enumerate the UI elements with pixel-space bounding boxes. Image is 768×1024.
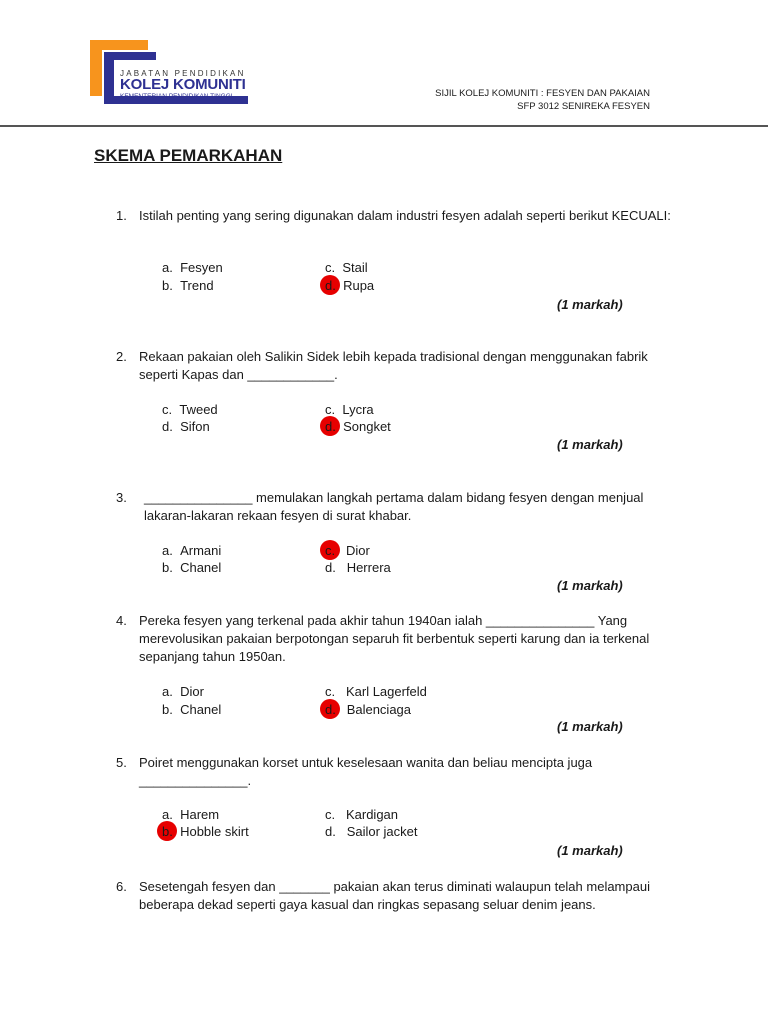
question-number: 5.	[116, 755, 127, 770]
marks-label: (1 markah)	[557, 719, 623, 734]
option-c	[162, 401, 218, 419]
option-text: Tweed	[179, 402, 218, 417]
logo-orange-bar-vertical	[90, 40, 102, 96]
course-line: SIJIL KOLEJ KOMUNITI : FESYEN DAN PAKAIAN	[435, 88, 650, 99]
option-a	[162, 806, 219, 824]
option-text: Lycra	[342, 402, 374, 417]
logo-line1: JABATAN PENDIDIKAN	[120, 69, 246, 78]
option-letter: c.	[325, 260, 336, 275]
option-d	[162, 418, 210, 436]
marks-label: (1 markah)	[557, 437, 623, 452]
header-divider	[0, 125, 768, 127]
option-letter: a.	[162, 807, 173, 822]
logo-line3: KEMENTERIAN PENDIDIKAN TINGGI	[120, 93, 233, 100]
option-text: Sifon	[180, 419, 210, 434]
option-text: Karl Lagerfeld	[345, 684, 427, 699]
option-b	[162, 559, 221, 577]
option-b-answer	[162, 823, 249, 841]
option-letter: c.	[325, 402, 336, 417]
option-letter: c.	[162, 402, 173, 417]
option-letter: b.	[162, 702, 173, 717]
question-stem: Istilah penting yang sering digunakan dalam industri fesyen adalah seperti berikut KECUALI:	[139, 208, 671, 223]
option-letter: c.	[325, 807, 336, 822]
option-a	[162, 259, 223, 277]
question-number: 2.	[116, 349, 127, 364]
option-letter: d.	[325, 277, 336, 295]
option-d-answer	[325, 418, 391, 436]
option-c-answer	[325, 542, 370, 560]
subject-line: SFP 3012 SENIREKA FESYEN	[517, 101, 650, 112]
page-title: SKEMA PEMARKAHAN	[94, 146, 283, 165]
option-text: Chanel	[180, 702, 222, 717]
option-text: Hobble skirt	[180, 824, 249, 839]
option-c	[325, 683, 427, 701]
question-stem: Poiret menggunakan korset untuk keselesaan wanita dan beliau mencipta juga _______________.	[139, 755, 593, 788]
marks-label: (1 markah)	[557, 578, 623, 593]
option-text: Fesyen	[180, 260, 223, 275]
option-text: Chanel	[180, 560, 222, 575]
question-number: 3.	[116, 490, 127, 505]
option-text: Dior	[180, 684, 204, 699]
option-letter: b.	[162, 560, 173, 575]
option-text: Sailor jacket	[346, 824, 418, 839]
option-text: Kardigan	[345, 807, 399, 822]
question-stem: Pereka fesyen yang terkenal pada akhir tahun 1940an ialah _______________ Yang merevolusikan pakaian berpotongan separuh fit berbentuk seperti karung dan ia terkenal sepanjang tahun 1950an.	[139, 613, 650, 664]
option-letter: b.	[162, 823, 173, 841]
option-letter: d.	[325, 824, 336, 839]
option-letter: c.	[325, 684, 336, 699]
question-number: 4.	[116, 613, 127, 628]
option-text: Balenciaga	[346, 702, 412, 717]
option-text: Dior	[345, 543, 370, 558]
option-text: Trend	[180, 278, 214, 293]
marks-label: (1 markah)	[557, 297, 623, 312]
option-text: Armani	[180, 543, 222, 558]
option-text: Harem	[180, 807, 220, 822]
question-stem: Rekaan pakaian oleh Salikin Sidek lebih kepada tradisional dengan menggunakan fabrik seperti Kapas dan ____________.	[139, 349, 648, 382]
option-letter: a.	[162, 260, 173, 275]
option-letter: d.	[325, 701, 336, 719]
marks-label: (1 markah)	[557, 843, 623, 858]
option-b	[162, 277, 214, 295]
kolej-komuniti-logo	[88, 38, 248, 108]
option-c	[325, 806, 398, 824]
logo-line2: KOLEJ KOMUNITI	[120, 76, 246, 93]
option-c	[325, 259, 368, 277]
option-d	[325, 559, 391, 577]
option-b	[162, 701, 221, 719]
option-text: Songket	[343, 419, 391, 434]
option-c	[325, 401, 374, 419]
question-number: 6.	[116, 879, 127, 894]
question-stem: Sesetengah fesyen dan _______ pakaian akan terus diminati walaupun telah melampaui beberapa dekad seperti gaya kasual dan ringkas sepasang seluar denim jeans.	[139, 879, 650, 912]
option-letter: c.	[325, 542, 335, 560]
option-d-answer	[325, 277, 374, 295]
option-a	[162, 542, 221, 560]
option-letter: d.	[325, 418, 336, 436]
option-text: Stail	[342, 260, 368, 275]
question-number: 1.	[116, 208, 127, 223]
option-letter: d.	[325, 560, 336, 575]
option-letter: a.	[162, 543, 173, 558]
option-letter: d.	[162, 419, 173, 434]
option-d	[325, 823, 418, 841]
option-letter: b.	[162, 278, 173, 293]
question-stem: _______________ memulakan langkah pertama dalam bidang fesyen dengan menjual lakaran-lakaran rekaan fesyen di surat khabar.	[144, 490, 644, 523]
option-text: Rupa	[343, 278, 375, 293]
option-text: Herrera	[346, 560, 391, 575]
option-a	[162, 683, 204, 701]
option-d-answer	[325, 701, 411, 719]
option-letter: a.	[162, 684, 173, 699]
